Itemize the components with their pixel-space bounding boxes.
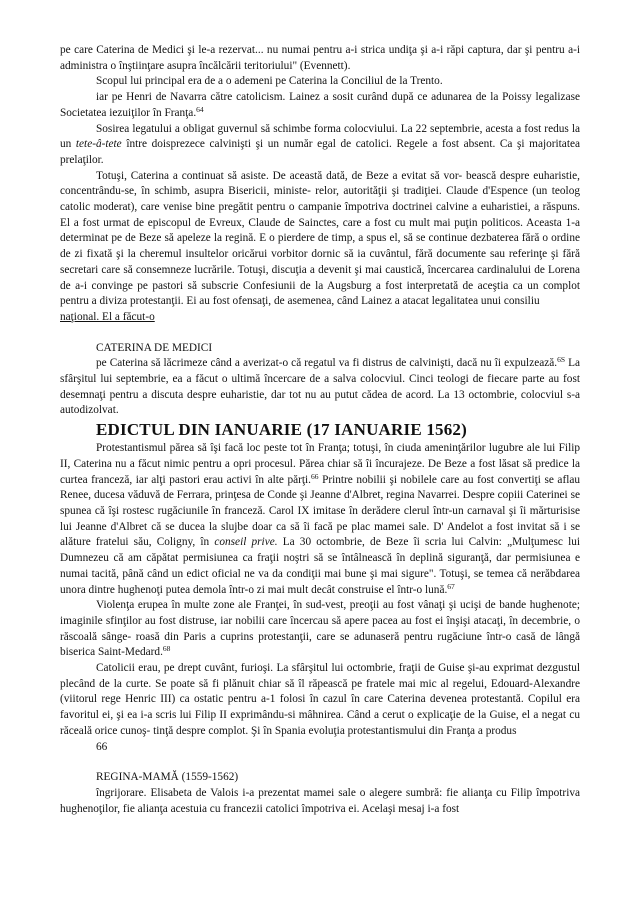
paragraph-navarra: [60, 90, 580, 121]
underlined-text: naţional. El a făcut-o: [60, 310, 155, 323]
text-run: La sfârşitul lui septembrie, ea a făcut o ultimă încercare de a salva colocviul. Cinci teologi de fiecare parte au fost desemnaţi pentru a discuta despre euharistie, dar tot nu au putut cădea de acord. La 13 octombrie, colocviul s-a autodizolvat.: [60, 357, 581, 417]
page-number-text: 66: [96, 740, 108, 753]
footnote-ref: 64: [196, 104, 204, 114]
running-head-text: REGINA-MAMĂ (1559-1562): [96, 771, 239, 784]
text-run: Protestantismul părea să îşi facă loc peste tot în Franţa; totuşi, în ciuda ameninţărilor lugubre ale lui Filip II, Caterina nu a făcut nimic pentru a opri procesul. Părea chiar să îi încurajeze. De Beze a fost lăsat să predice la curtea franceză, iar alţi pastori erau activi în alte părţi.: [60, 442, 580, 486]
page-text: [60, 43, 580, 817]
italic-phrase: tete-â-tete: [75, 138, 122, 151]
footnote-ref: 66: [310, 471, 319, 481]
footnote-ref: 6S: [557, 355, 566, 365]
running-head-caterina: [60, 341, 580, 357]
text-run: La 30 octombrie, de Beze îi scria lui Calvin: „Mulţumesc lui Dumnezeu că am căpătat permisiunea ca fraţii noştri să se întâlnească în deplină siguranţă, dar permisiunea e numai tacită, până când un edict oficial ne va da condiţii mai bune şi mai sigure". Totuşi, se temea că nerăbdarea unora dintre hughenoţi putea demola într-o zi mai mult decât construise el într-o lună.: [60, 536, 580, 596]
paragraph-violence: [60, 598, 580, 661]
page-number: [60, 740, 580, 756]
text-run: îngrijorare. Elisabeta de Valois i-a prezentat mamei sale o alegere sumbră: fie alianţa cu Filip împotriva hughenoţilor, fie alianţa acestuia cu francezii catolici împotriva ei. Acelaşi mesaj i-a fost: [60, 786, 580, 815]
text-run: Sosirea legatului a obligat guvernul să schimbe forma colocviului. La 22 septembrie, acesta a fost redus la un: [60, 122, 580, 151]
footnote-ref: 68: [162, 644, 171, 654]
paragraph-lacrimeze: [60, 356, 580, 419]
paragraph-colloquy: [60, 169, 580, 326]
text-run: Catolicii erau, pe drept cuvânt, furioşi. La sfârşitul lui octombrie, fraţii de Guise şi-au exprimat dezgustul plecând de la curte. Se poate să fi plănuit chiar să îl răpească pe fratele mai mic al regelui, Edouard-Alexandre (viitorul rege Henric III) ca ostatic pentru a-1 folosi în cazul în care Caterina devenea protestantă. Copilul era favoritul ei, şi ea i-a scris lui Filip II exprimându-si mâhnirea. Când a cerut o explicaţie de la Guise, el a negat cu răceală orice cunoş- tinţă despre complot. Şi în Spania evoluţia protestantismului din Franţa a produs: [60, 662, 580, 737]
text-run: Printre nobilii şi nobilele care au fost convertiţi se aflau Renee, ducesa văduvă de Ferrara, prinţesa de Conde şi Jeanne d'Albret, regina Navarrei. Despre copiii Caterinei se spunea că îşi rostesc rugăciunile în franceză. Carol IX imitase în derădere clerul într-un carnaval şi îi mărturisise lui Jeanne d'Albret că se ducea la slujbe doar ca să îi facă pe plac mamei sale. D' Andelot a fost invitat să i se alăture fratelui său, Coligny, în: [60, 473, 581, 549]
text-run: Violenţa erupea în multe zone ale Franţei, în sud-vest, preoţii au fost vânaţi şi ucişi de bande hughenote; imaginile sfinţilor au fost distruse, iar nobilii care încercau să apere pacea au fost ei înşişi atacaţi, în decembrie, o răscoală sânge- roasă din Paris a cuprins protestanţii, care se adunaseră pentru rugăciune într-o casă de lângă biserica Saint-Medard.: [60, 599, 580, 659]
text-run: iar pe Henri de Navarra către catolicism. Lainez a sosit curând după ce adunarea de la Poissy legalizase Societatea iezuiţilor în Franţa.: [60, 91, 580, 119]
text-run: pe care Caterina de Medici şi le-a rezervat... nu numai pentru a-i strica undiţa şi a-i răpi captura, dar şi pentru a-i administra o înştiinţare asupra încălcării teritoriului" (Evennett).: [60, 44, 580, 72]
text-run: Totuşi, Caterina a continuat să asiste. De această dată, de Beze a evitat să vor- bească despre euharistie, concentrându-se, în schimb, asupra Bisericii, ministe- relor, autorităţii şi tradiţiei. Claude d'Espence (un teolog catolic moderat), care venise bine pregătit pentru o campanie împotriva doctrinei calvine a euharistiei, a răspuns. El a fost urmat de episcopul de Evreux, Claude de Sainctes, care a fost cu mult mai puţin politicos. Aceasta 1-a determinat pe de Beze să apeleze la regină. E o pierdere de timp, a spus el, să se continue dezbaterea fără o ordine de zi fixată şi la cheremul insultelor oricărui vorbitor dornic să ia cuvântul, fără documente sau referinţe şi fără secretari care să consemneze lucrările. Totuşi, discuţia a devenit şi mai caustică, încercarea cardinalului de Lorena de a-i convinge pe pastori să subscrie Confesiunii de la Augsburg a fost interpretată de aceştia ca un complot pentru a diviza protestanţii. Ei au fost ofensaţi, de asemenea, când Lainez a atacat legalitatea unui consiliu: [60, 169, 580, 308]
running-head-regina: [60, 770, 580, 786]
paragraph-elisabeta: [60, 786, 580, 817]
section-heading: EDICTUL DIN IANUARIE (17 IANUARIE 1562): [96, 420, 467, 440]
footnote-ref: 67: [447, 581, 455, 591]
paragraph-lainez-goal: [60, 74, 580, 90]
text-run: pe Caterina să lăcrimeze când a averizat-o că regatul va fi distrus de calvinişti, dacă nu îi expulzează.: [96, 357, 558, 370]
italic-phrase: conseil prive.: [214, 536, 278, 549]
paragraph-catholics: [60, 661, 580, 740]
running-head-text: CATERINA DE MEDICI: [96, 341, 213, 354]
paragraph-legate-arrival: [60, 122, 580, 169]
paragraph-protestantism: [60, 441, 580, 598]
paragraph-continuation: [60, 43, 580, 74]
text-run: Scopul lui principal era de a o ademeni pe Caterina la Conciliul de la Trento.: [96, 75, 443, 88]
text-run: între doisprezece calvinişti şi un număr egal de catolici. Regele a fost absent. Ca şi majoritatea prelaţilor.: [60, 138, 580, 166]
